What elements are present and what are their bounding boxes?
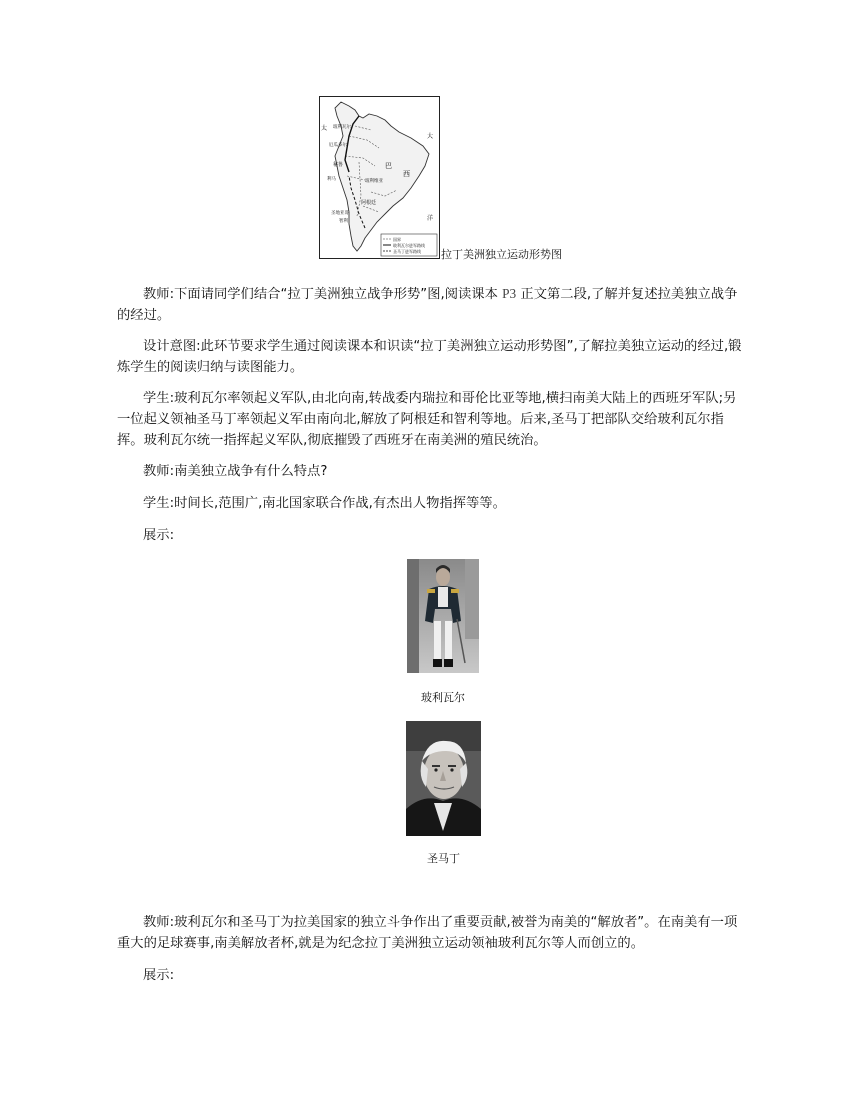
map-label-lima: 利马 [327,177,336,182]
paragraph-liberators: 教师:玻利瓦尔和圣马丁为拉美国家的独立斗争作出了重要贡献,被誉为南美的“解放者”。在南美有一项重大的足球赛事,南美解放者杯,就是为纪念拉丁美洲独立运动领袖玻利瓦尔等人而创立的。 [117,915,738,951]
map-label-ocean-da: 大 [427,133,434,140]
map-caption: 拉丁美洲独立运动形势图 [441,248,562,261]
map-label-quito: 厄瓜多尔 [329,143,347,148]
map-legend-border: 国界 [393,237,401,242]
paragraph-text: 正文第二段,了解并复述拉美独立战争的经过。 [117,287,738,323]
map-label-chile: 智利 [339,219,348,224]
map-label-brazil-ba: 巴 [385,162,392,170]
paragraph-text: 教师:下面请同学们结合“拉丁美洲独立战争形势”图,阅读课本 [143,287,503,302]
map-label-ocean-yang: 洋 [427,215,434,222]
paragraph-teacher-instruction [117,283,749,326]
san-martin-portrait [406,721,481,836]
paragraph-design-intent: 设计意图:此环节要求学生通过阅读课本和识读“拉丁美洲独立运动形势图”,了解拉美独立运动的经过,锻炼学生的阅读归纳与读图能力。 [117,339,742,375]
bolivar-portrait [407,559,479,673]
map-label-bolivia: 玻利维亚 [365,179,383,184]
map-label-santiago: 圣地亚哥 [331,211,349,216]
latin-america-map [319,96,440,259]
map-label-peru: 秘鲁 [333,162,344,168]
paragraph-show-label-2: 展示: [143,968,175,983]
bolivar-caption: 玻利瓦尔 [421,691,465,704]
map-legend-bolivar-route: 玻利瓦尔进军路线 [393,243,425,248]
map-label-bolivar: 玻利瓦尔 [333,125,351,130]
san-martin-caption: 圣马丁 [427,852,460,865]
paragraph-student-reply: 学生:时间长,范围广,南北国家联合作战,有杰出人物指挥等等。 [143,496,506,511]
textbook-page-ref: P3 [502,286,517,301]
paragraph-show-label: 展示: [143,528,175,543]
paragraph-student-answer: 学生:玻利瓦尔率领起义军队,由北向南,转战委内瑞拉和哥伦比亚等地,横扫南美大陆上的西班牙军队;另一位起义领袖圣马丁率领起义军由南向北,解放了阿根廷和智利等地。后来,圣马丁把部队交给玻利瓦尔指挥。玻利瓦尔统一指挥起义军队,彻底摧毁了西班牙在南美洲的殖民统治。 [117,391,737,448]
map-label-argentina: 阿根廷 [361,200,377,206]
map-legend-sanmartin-route: 圣马丁进军路线 [393,249,421,254]
map-label-brazil-xi: 西 [403,170,410,178]
paragraph-teacher-question: 教师:南美独立战争有什么特点? [143,464,328,479]
map-label-ocean-tai: 太 [321,125,328,132]
